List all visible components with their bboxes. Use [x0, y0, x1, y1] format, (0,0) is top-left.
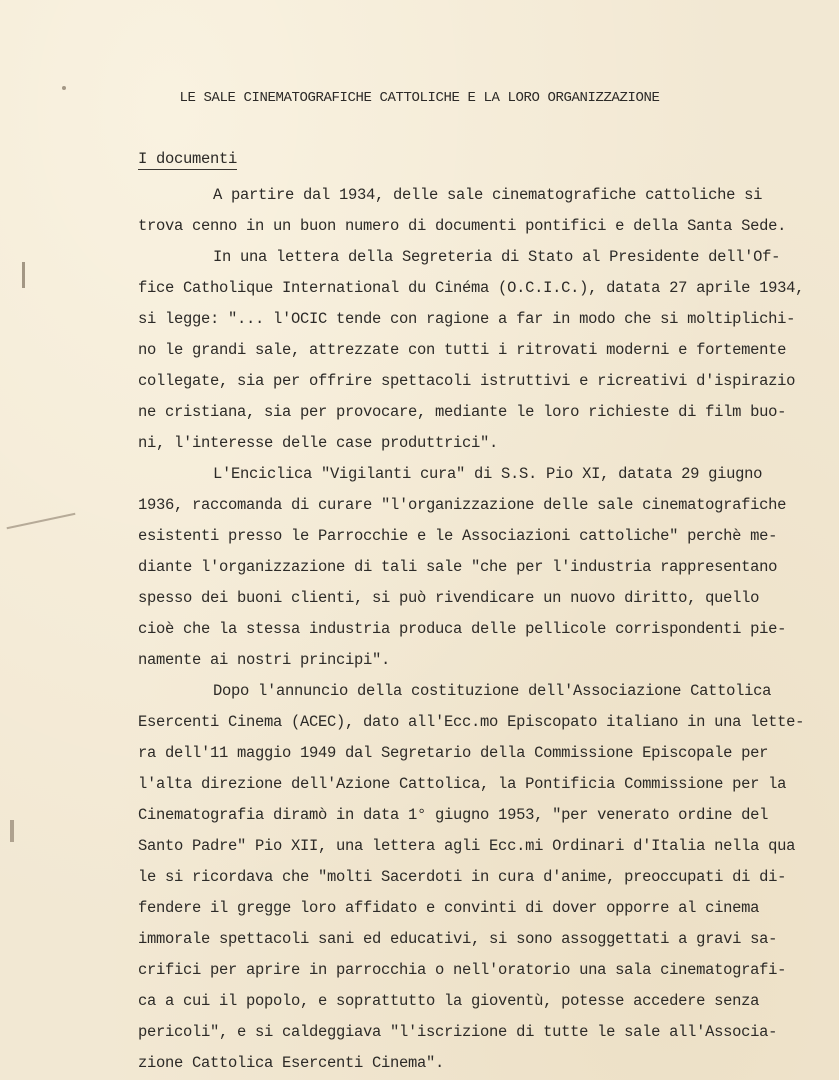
text-line: ra dell'11 maggio 1949 dal Segretario della Commissione Episcopale per: [138, 744, 769, 762]
text-line: namente ai nostri principi".: [138, 651, 391, 669]
text-line: esistenti presso le Parrocchie e le Associazioni cattoliche" perchè me-: [138, 527, 778, 545]
text-line: Dopo l'annuncio della costituzione dell'Associazione Cattolica: [213, 682, 772, 700]
text-line: collegate, sia per offrire spettacoli istruttivi e ricreativi d'ispirazio: [138, 372, 796, 390]
text-line: diante l'organizzazione di tali sale "che per l'industria rappresentano: [138, 558, 778, 576]
text-line: cioè che la stessa industria produca delle pellicole corrispondenti pie-: [138, 620, 787, 638]
section-heading: I documenti: [138, 150, 238, 168]
text-line: pericoli", e si caldeggiava "l'iscrizione di tutte le sale all'Associa-: [138, 1023, 778, 1041]
document-title: LE SALE CINEMATOGRAFICHE CATTOLICHE E LA LORO ORGANIZZAZIONE: [179, 90, 660, 106]
text-line: ne cristiana, sia per provocare, mediante le loro richieste di film buo-: [138, 403, 787, 421]
text-line: immorale spettacoli sani ed educativi, si sono assoggettati a gravi sa-: [138, 930, 778, 948]
text-line: ni, l'interesse delle case produttrici".: [138, 434, 499, 452]
text-line: In una lettera della Segreteria di Stato al Presidente dell'Of-: [213, 248, 781, 266]
text-line: Esercenti Cinema (ACEC), dato all'Ecc.mo Episcopato italiano in una lette-: [138, 713, 805, 731]
text-line: l'alta direzione dell'Azione Cattolica, la Pontificia Commissione per la: [138, 775, 787, 793]
text-line: crifici per aprire in parrocchia o nell'oratorio una sala cinematografi-: [138, 961, 787, 979]
text-line: fice Catholique International du Cinéma (O.C.I.C.), datata 27 aprile 1934,: [138, 279, 805, 297]
text-line: Cinematografia diramò in data 1° giugno 1953, "per venerato ordine del: [138, 806, 769, 824]
text-line: zione Cattolica Esercenti Cinema".: [138, 1054, 445, 1072]
text-line: si legge: "... l'OCIC tende con ragione a far in modo che si moltiplichi-: [138, 310, 796, 328]
text-line: Santo Padre" Pio XII, una lettera agli Ecc.mi Ordinari d'Italia nella qua: [138, 837, 796, 855]
text-line: spesso dei buoni clienti, si può rivendicare un nuovo diritto, quello: [138, 589, 760, 607]
text-line: A partire dal 1934, delle sale cinematografiche cattoliche si: [213, 186, 763, 204]
text-line: 1936, raccomanda di curare "l'organizzazione delle sale cinematografiche: [138, 496, 787, 514]
text-line: L'Enciclica "Vigilanti cura" di S.S. Pio XI, datata 29 giugno: [213, 465, 763, 483]
text-line: fendere il gregge loro affidato e convinti di dover opporre al cinema: [138, 899, 760, 917]
text-line: no le grandi sale, attrezzate con tutti i ritrovati moderni e fortemente: [138, 341, 787, 359]
text-line: ca a cui il popolo, e soprattutto la gioventù, potesse accedere senza: [138, 992, 760, 1010]
text-line: trova cenno in un buon numero di documenti pontifici e della Santa Sede.: [138, 217, 787, 235]
text-line: le si ricordava che "molti Sacerdoti in cura d'anime, preoccupati di di-: [138, 868, 787, 886]
